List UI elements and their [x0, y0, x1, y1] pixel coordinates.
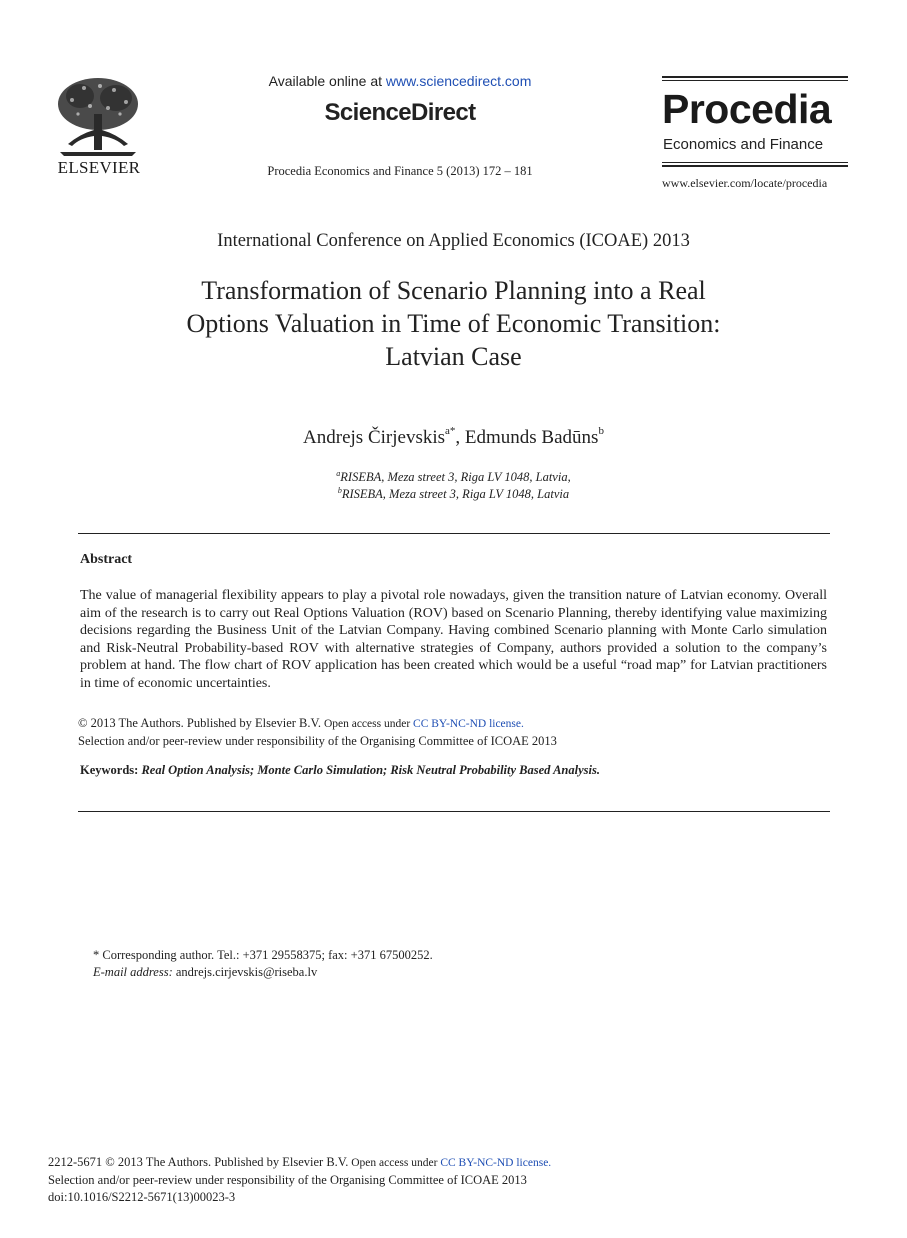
footer-license-link[interactable]: CC BY-NC-ND license.: [440, 1157, 552, 1169]
procedia-bottom-rule: [662, 165, 848, 167]
copyright-line: [78, 715, 838, 733]
footer-issn-copyright: 2212-5671 © 2013 The Authors. Published by Elsevier B.V.: [48, 1155, 349, 1169]
author-name: Edmunds Badūns: [464, 427, 599, 448]
license-link[interactable]: CC BY-NC-ND license.: [413, 718, 524, 730]
paper-title: [100, 274, 807, 373]
keywords-text: Real Option Analysis; Monte Carlo Simulation; Risk Neutral Probability Based Analysis.: [138, 763, 600, 777]
abstract-heading: Abstract: [80, 552, 133, 567]
corresponding-contact: * Corresponding author. Tel.: +371 29558375; fax: +371 67500252.: [93, 948, 433, 962]
sciencedirect-url-link[interactable]: www.sciencedirect.com: [385, 73, 532, 89]
keywords-label: Keywords:: [80, 763, 139, 777]
keywords-line: [80, 763, 840, 778]
open-access-text: Open access under: [321, 718, 414, 730]
author-separator: ,: [455, 427, 465, 448]
affiliation-text: RISEBA, Meza street 3, Riga LV 1048, Latvia: [341, 487, 570, 501]
author-affil-mark: b: [598, 425, 604, 437]
author-affil-mark: a*: [445, 425, 456, 437]
procedia-url-link[interactable]: www.elsevier.com/locate/procedia: [662, 176, 828, 190]
abstract-text: The value of managerial flexibility appears to play a pivotal role nowadays, given the transition nature of Latvian economy. Overall aim of the research is to carry out Real Options Valuation (ROV) based on Scenario Planning, thereby identifying value maximizing decisions regarding the Business Unit of the Latvian Company. Having combined Scenario planning with Monte Carlo simulation and Risk-Neutral Probability-based ROV with alternative strategies of Company, authors provided a solution to the company’s problem at hand. The flow chart of ROV application has been created which would be a useful “road map” for Latvian practitioners in time of economic uncertainties.: [80, 588, 827, 691]
copyright-block: [78, 715, 838, 750]
footer-open-access: Open access under: [348, 1157, 441, 1169]
title-line: Options Valuation in Time of Economic Transition:: [186, 309, 721, 338]
email-address-link[interactable]: andrejs.cirjevskis@riseba.lv: [172, 965, 318, 979]
affiliation-text: RISEBA, Meza street 3, Riga LV 1048, Latvia,: [340, 470, 571, 484]
available-prefix: Available online at: [268, 73, 386, 89]
abstract-top-rule: [78, 533, 830, 534]
peer-review-line: Selection and/or peer-review under responsibility of the Organising Committee of ICOAE 2013: [78, 734, 557, 748]
journal-reference: Procedia Economics and Finance 5 (2013) 172 – 181: [267, 164, 533, 178]
procedia-top-rule-thin: [662, 80, 848, 81]
abstract-bottom-rule: [78, 811, 830, 812]
corresponding-email-line: [93, 964, 693, 981]
affiliation-mark: b: [337, 486, 342, 495]
available-online-line: [200, 73, 600, 89]
author-list: [0, 425, 907, 449]
email-label: E-mail address:: [93, 965, 173, 979]
procedia-subtitle: Economics and Finance: [663, 136, 824, 153]
procedia-top-rule: [662, 76, 848, 78]
conference-name: International Conference on Applied Economics (ICOAE) 2013: [217, 231, 690, 251]
author-name: Andrejs Čirjevskis: [303, 427, 446, 448]
footer-peer-review: Selection and/or peer-review under responsibility of the Organising Committee of ICOAE 2013: [48, 1173, 527, 1187]
page-footer: [48, 1154, 848, 1206]
affiliation-mark: a: [336, 469, 341, 478]
title-line: Latvian Case: [385, 342, 522, 371]
sciencedirect-logo: ScienceDirect: [324, 99, 476, 126]
affiliation: [0, 469, 907, 485]
footer-copyright-line: [48, 1154, 848, 1172]
title-line: Transformation of Scenario Planning into a Real: [201, 276, 706, 305]
copyright-text: © 2013 The Authors. Published by Elsevier B.V.: [78, 716, 322, 730]
footer-doi: doi:10.1016/S2212-5671(13)00023-3: [48, 1190, 236, 1204]
affiliation: [0, 486, 907, 502]
procedia-logo: Procedia: [662, 86, 832, 132]
elsevier-wordmark: ELSEVIER: [57, 158, 141, 177]
procedia-bottom-rule-thin: [662, 162, 848, 163]
corresponding-author-note: [93, 947, 693, 981]
